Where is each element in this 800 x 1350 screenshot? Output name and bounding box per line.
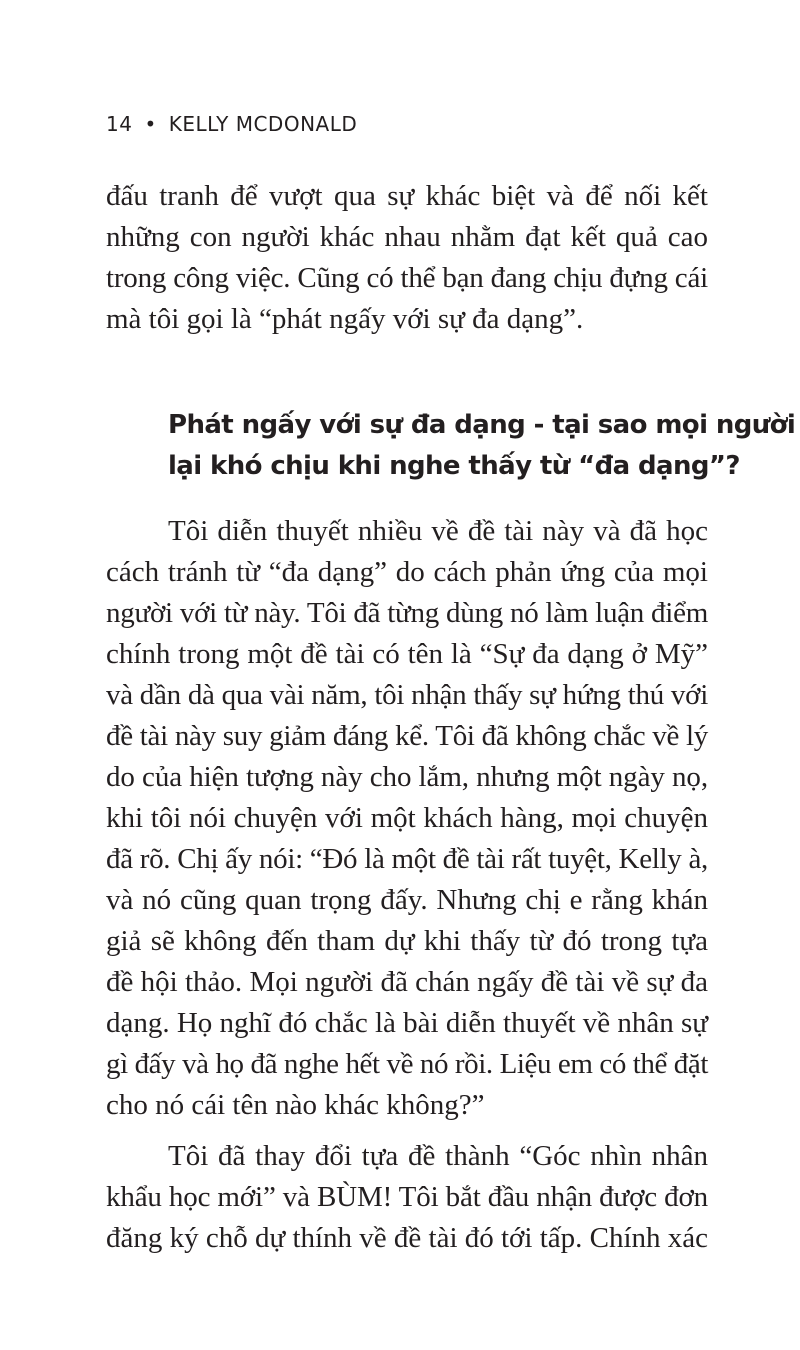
text-line: và nó cũng quan trọng đấy. Nhưng chị e rằng khán: [106, 884, 708, 916]
text-line: dạng. Họ nghĩ đó chắc là bài diễn thuyết về nhân sự: [106, 1007, 708, 1039]
heading-line: lại khó chịu khi nghe thấy từ “đa dạng”?: [168, 451, 740, 481]
text-line: chính trong một đề tài có tên là “Sự đa dạng ở Mỹ”: [106, 638, 708, 670]
text-line: Tôi đã thay đổi tựa đề thành “Góc nhìn nhân: [168, 1140, 708, 1172]
text-line: những con người khác nhau nhằm đạt kết quả cao: [106, 221, 708, 253]
text-line: người với từ này. Tôi đã từng dùng nó làm luận điểm: [106, 597, 708, 629]
text-line: giả sẽ không đến tham dự khi thấy từ đó trong tựa: [106, 925, 708, 957]
running-head: [106, 112, 357, 136]
text-line: cách tránh từ “đa dạng” do cách phản ứng của mọi: [106, 556, 708, 588]
text-line: gì đấy và họ đã nghe hết về nó rồi. Liệu em có thể đặt: [106, 1048, 708, 1080]
text-line: khẩu học mới” và BÙM! Tôi bắt đầu nhận được đơn: [106, 1181, 708, 1213]
text-line: do của hiện tượng này cho lắm, nhưng một ngày nọ,: [106, 761, 708, 793]
text-line: và dần dà qua vài năm, tôi nhận thấy sự hứng thú với: [106, 679, 708, 711]
author-name: KELLY MCDONALD: [168, 112, 358, 136]
text-line: trong công việc. Cũng có thể bạn đang chịu đựng cái: [106, 262, 708, 294]
text-line: đề hội thảo. Mọi người đã chán ngấy đề tài về sự đa: [106, 966, 708, 998]
bullet-separator: •: [144, 112, 157, 136]
text-line: đấu tranh để vượt qua sự khác biệt và để nối kết: [106, 180, 708, 212]
text-line: đã rõ. Chị ấy nói: “Đó là một đề tài rất tuyệt, Kelly à,: [106, 843, 708, 875]
text-line: đăng ký chỗ dự thính về đề tài đó tới tấp. Chính xác: [106, 1222, 708, 1254]
text-line: cho nó cái tên nào khác không?”: [106, 1089, 485, 1121]
heading-line: Phát ngấy với sự đa dạng - tại sao mọi người: [168, 410, 796, 440]
text-line: mà tôi gọi là “phát ngấy với sự đa dạng”.: [106, 303, 584, 335]
text-line: đề tài này suy giảm đáng kể. Tôi đã không chắc về lý: [106, 720, 709, 752]
page-number: 14: [106, 112, 133, 136]
text-line: khi tôi nói chuyện với một khách hàng, mọi chuyện: [106, 802, 708, 834]
text-line: Tôi diễn thuyết nhiều về đề tài này và đã học: [168, 515, 708, 547]
